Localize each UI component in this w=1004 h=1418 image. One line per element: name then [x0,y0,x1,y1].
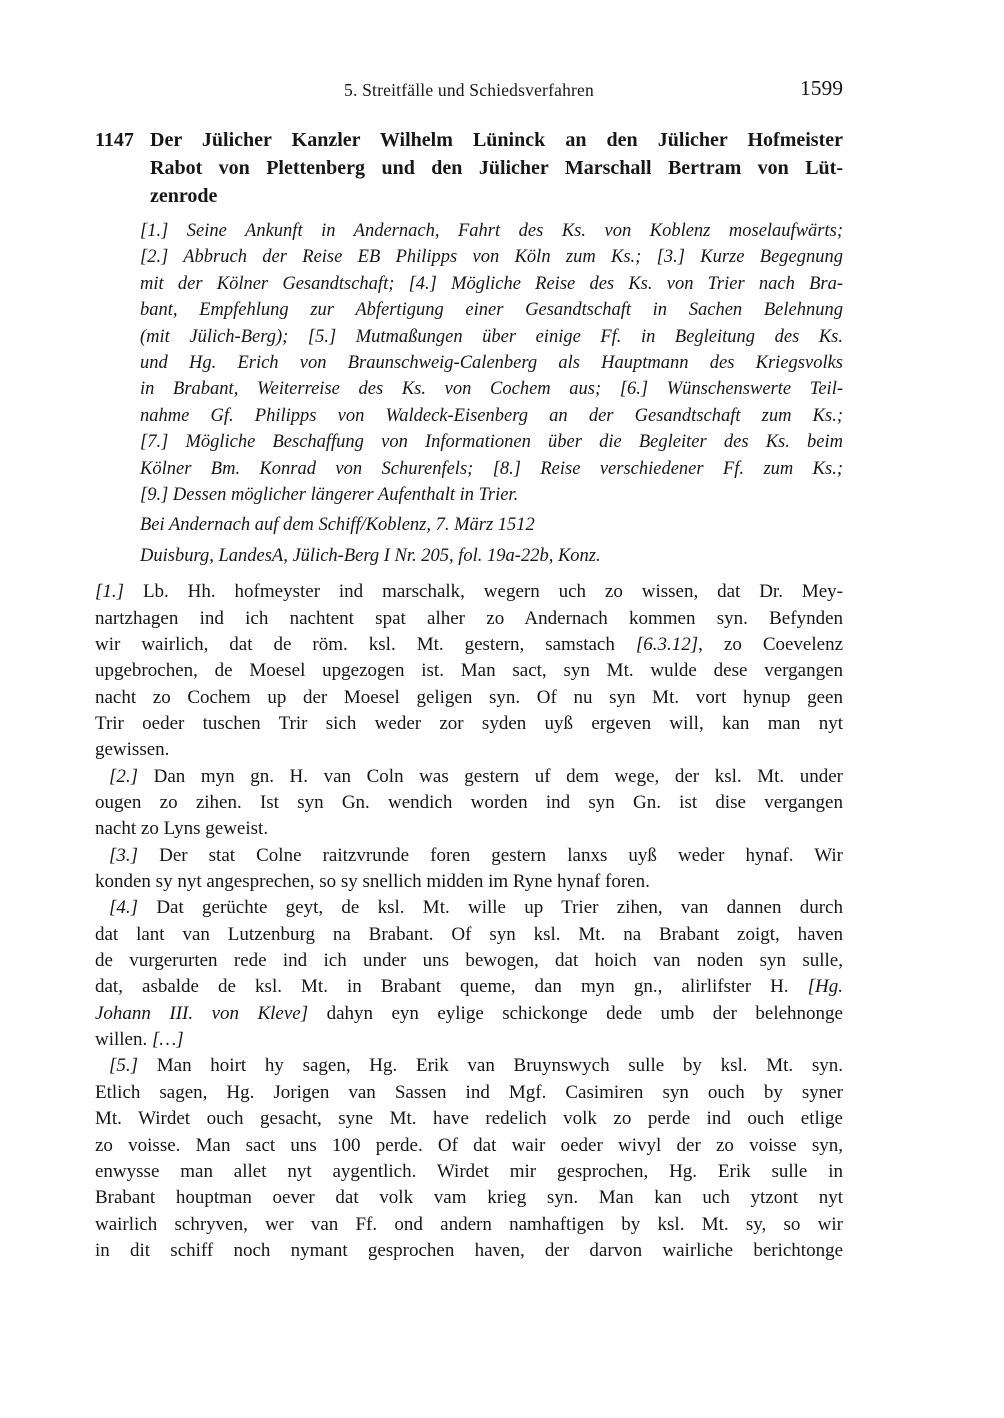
text-run: Etlich sagen, Hg. Jorigen van Sassen ind Mgf. Casimiren syn ouch by syner [95,1081,843,1103]
text-line [95,1106,843,1132]
text-line [95,974,843,1000]
text-line [95,1027,843,1053]
italic-run: [1.] [95,581,143,603]
text-run: enwysse man allet nyt aygentlich. Wirdet mir gesprochen, Hg. Erik sulle in [95,1160,843,1182]
text-line [95,922,843,948]
text-line: nahme Gf. Philipps von Waldeck-Eisenberg an der Gesandtschaft zum Ks.; [140,405,843,426]
text-run: gewissen. [95,739,170,761]
text-line: und Hg. Erich von Braunschweig-Calenberg als Hauptmann des Kriegsvolks [140,353,843,374]
text-line [95,843,843,869]
text-line: bant, Empfehlung zur Abfertigung einer Gesandtschaft in Sachen Belehnung [140,300,843,321]
running-head [95,78,843,106]
entry-body [95,579,843,1264]
entry-heading [95,126,843,210]
italic-run: [5.] [109,1055,157,1077]
body-paragraph [95,764,843,843]
text-line [95,1238,843,1264]
source-line: Duisburg, LandesA, Jülich-Berg I Nr. 205, fol. 19a-22b, Konz. [140,545,601,566]
text-line [95,1053,843,1079]
text-line [95,764,843,790]
text-line [95,579,843,605]
text-run: zo voisse. Man sact uns 100 perde. Of dat wair oeder wivyl der zo voisse syn, [95,1134,843,1156]
italic-run: [2.] [109,765,154,787]
text-run: willen. [95,1029,152,1051]
text-run: in dit schiff noch nymant gesprochen haven, der darvon wairliche berichtonge [95,1239,843,1261]
italic-run: [Hg. [807,976,843,998]
text-run: wir wairlich, dat de röm. ksl. Mt. gestern, samstach [95,633,636,655]
text-line: [2.] Abbruch der Reise EB Philipps von Köln zum Ks.; [3.] Kurze Begegnung [140,247,843,268]
text-line: mit der Kölner Gesandtschaft; [4.] Mögliche Reise des Ks. von Trier nach Bra- [140,273,843,294]
page-number: 1599 [800,76,843,100]
italic-run: Johann III. von Kleve] [95,1002,309,1024]
text-line: [9.] Dessen möglicher längerer Aufenthalt in Trier. [140,485,519,506]
italic-run: [4.] [109,897,157,919]
italic-run: […] [152,1029,184,1051]
text-run: Brabant houptman oever dat volk vam krieg syn. Man kan uch ytzont nyt [95,1187,843,1209]
italic-run: [6.3.12] [635,633,699,655]
text-run: dahyn eyn eylige schickonge dede umb der belehnonge [308,1002,843,1024]
text-line [95,895,843,921]
body-paragraph [95,895,843,1053]
text-line: [1.] Seine Ankunft in Andernach, Fahrt des Ks. von Koblenz moselaufwärts; [140,221,843,241]
text-line [95,658,843,684]
text-run: dat lant van Lutzenburg na Brabant. Of syn ksl. Mt. na Brabant zoigt, haven [95,923,843,945]
text-line [95,737,843,763]
text-run: konden sy nyt angesprechen, so sy snellich midden im Ryne hynaf foren. [95,871,650,893]
text-run: Trir oeder tuschen Trir sich weder zor syden uyß ergeven will, kan man nyt [95,713,843,734]
body-paragraph [95,843,843,896]
text-line [95,816,843,842]
text-run: de vurgerurten rede ind ich under uns bewogen, dat hoich van noden syn sulle, [95,950,843,972]
text-line [95,606,843,632]
text-line [95,1001,843,1027]
text-line: in Brabant, Weiterreise des Ks. von Cochem aus; [6.] Wünschenswerte Teil- [140,379,843,400]
text-run: ougen zo zihen. Ist syn Gn. wendich worden ind syn Gn. ist dise vergangen [95,792,843,814]
text-line: (mit Jülich-Berg); [5.] Mutmaßungen über einige Ff. in Begleitung des Ks. [140,326,843,347]
text-run: Dan myn gn. H. van Coln was gestern uf dem wege, der ksl. Mt. under [153,765,843,787]
text-run: dat, asbalde de ksl. Mt. in Brabant queme, dan myn gn., alirlifster H. [95,976,808,998]
text-line [95,1159,843,1185]
text-line [95,1185,843,1211]
text-run: wairlich schryven, wer van Ff. ond andern namhaftigen by ksl. Mt. sy, so wir [95,1213,843,1235]
text-run: Dat gerüchte geyt, de ksl. Mt. wille up Trier zihen, van dannen durch [156,897,843,919]
entry-number: 1147 [95,129,134,151]
text-line [95,632,843,658]
text-run: upgebrochen, de Moesel upgezogen ist. Man sact, syn Mt. wulde dese vergangen [95,660,843,682]
text-line [95,869,843,895]
text-line [95,685,843,711]
text-line: Rabot von Plettenberg und den Jülicher Marschall Bertram von Lüt- [150,157,843,179]
text-line: Kölner Bm. Konrad von Schurenfels; [8.] Reise verschiedener Ff. zum Ks.; [140,458,843,479]
date-line: Bei Andernach auf dem Schiff/Koblenz, 7. März 1512 [140,515,535,536]
body-paragraph [95,1053,843,1264]
entry-title [150,126,843,210]
text-line [95,1212,843,1238]
text-run: nacht zo Lyns geweist. [95,818,269,840]
text-run: Mt. Wirdet ouch gesacht, syne Mt. have redelich volk zo perde ind ouch etlige [95,1108,843,1130]
text-line: zenrode [150,185,218,207]
text-line [95,1080,843,1106]
text-run: Lb. Hh. hofmeyster ind marschalk, wegern uch zo wissen, dat Dr. Mey- [142,581,843,603]
text-run: nacht zo Cochem up der Moesel geligen syn. Of nu syn Mt. vort hynup geen [95,686,843,708]
body-paragraph [95,579,843,763]
text-line [95,790,843,816]
text-line: [7.] Mögliche Beschaffung von Informationen über die Begleiter des Ks. beim [140,432,843,453]
entry-summary [140,218,843,508]
text-run: nartzhagen ind ich nachtent spat alher zo Andernach kommen syn. Befynden [95,607,843,629]
text-run: Man hoirt hy sagen, Hg. Erik van Bruynswych sulle by ksl. Mt. syn. [156,1055,843,1077]
text-run: Der stat Colne raitzvrunde foren gestern lanxs uyß weder hynaf. Wir [159,844,843,866]
italic-run: [3.] [109,844,160,866]
text-line: Der Jülicher Kanzler Wilhelm Lüninck an den Jülicher Hofmeister [150,129,843,151]
text-run: , zo Coevelenz [698,633,844,655]
text-line [95,711,843,737]
text-block [95,0,843,1264]
text-line [95,948,843,974]
text-line [95,1133,843,1159]
section-title: 5. Streitfälle und Schiedsverfahren [344,80,594,100]
